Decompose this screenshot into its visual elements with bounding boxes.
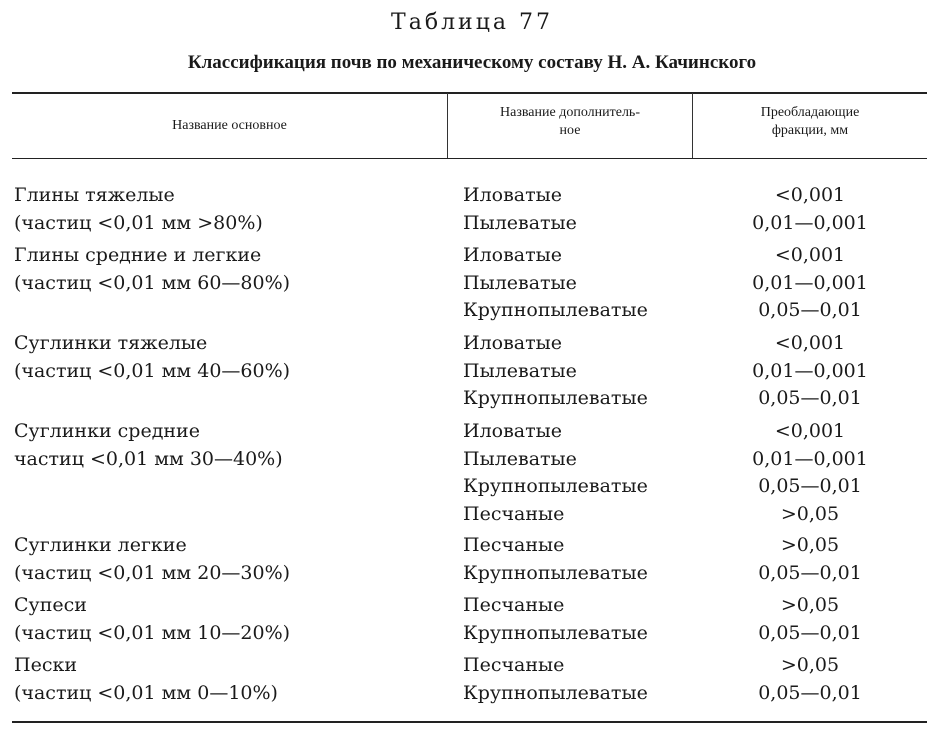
sub-name-cell: Пылеватые <box>463 211 577 234</box>
sub-name-cell: Крупнопылеватые <box>463 621 648 644</box>
main-name-line: (частиц <0,01 мм 10—20%) <box>14 621 291 644</box>
fraction-cell: <0,001 <box>774 332 846 354</box>
sub-name-cell: Иловатые <box>463 332 562 354</box>
main-name-line: (частиц <0,01 мм 60—80%) <box>14 271 291 294</box>
fraction-cell: 0,01—0,001 <box>752 359 868 382</box>
main-name-line: частиц <0,01 мм 30—40%) <box>14 447 283 470</box>
bottom-rule <box>12 721 927 723</box>
sub-name-cell: Пылеватые <box>463 271 577 294</box>
main-name-line: Пески <box>14 654 77 676</box>
sub-name-cell: Иловатые <box>463 420 562 442</box>
sub-name-cell: Крупнопылеватые <box>463 299 648 321</box>
sub-name-cell: Песчаные <box>463 534 565 556</box>
fraction-cell: 0,05—0,01 <box>758 561 862 584</box>
fraction-cell: 0,05—0,01 <box>758 299 862 321</box>
sub-name-cell: Крупнопылеватые <box>463 475 648 497</box>
main-name-line: Суглинки легкие <box>14 534 187 556</box>
fraction-cell: >0,05 <box>780 502 840 525</box>
fraction-cell: >0,05 <box>780 654 840 676</box>
sub-name-cell: Песчаные <box>463 654 565 676</box>
main-name-line: Суглинки средние <box>14 420 200 442</box>
fraction-cell: <0,001 <box>774 184 846 206</box>
fraction-cell: >0,05 <box>780 534 840 556</box>
sub-name-cell: Крупнопылеватые <box>463 387 648 409</box>
fraction-cell: <0,001 <box>774 244 846 266</box>
table-number-label: Таблица 77 <box>391 10 553 35</box>
fraction-cell: 0,05—0,01 <box>758 621 862 644</box>
main-name-line: Глины тяжелые <box>14 184 175 206</box>
table-title: Классификация почв по механическому составу Н. А. Качинского <box>187 52 757 73</box>
sub-name-cell: Пылеватые <box>463 359 577 382</box>
fraction-cell: 0,01—0,001 <box>752 271 868 294</box>
sub-name-cell: Песчаные <box>463 502 565 525</box>
main-name-line: (частиц <0,01 мм >80%) <box>14 211 263 234</box>
main-name-line: (частиц <0,01 мм 0—10%) <box>14 681 278 704</box>
sub-name-cell: Крупнопылеватые <box>463 561 648 584</box>
column-header-fractions: Преобладающие фракции, мм <box>760 105 860 138</box>
header-rule <box>12 158 927 159</box>
fraction-cell: 0,05—0,01 <box>758 475 862 497</box>
main-name-line: (частиц <0,01 мм 40—60%) <box>14 359 291 382</box>
sub-name-cell: Пылеватые <box>463 447 577 470</box>
sub-name-cell: Песчаные <box>463 594 565 616</box>
fraction-cell: >0,05 <box>780 594 840 616</box>
fraction-cell: 0,05—0,01 <box>758 681 862 704</box>
column-header-sub-name: Название дополнитель- ное <box>500 105 640 138</box>
top-rule <box>12 92 927 94</box>
fraction-cell: 0,05—0,01 <box>758 387 862 409</box>
main-name-line: (частиц <0,01 мм 20—30%) <box>14 561 291 584</box>
sub-name-cell: Иловатые <box>463 184 562 206</box>
sub-name-cell: Иловатые <box>463 244 562 266</box>
sub-name-cell: Крупнопылеватые <box>463 681 648 704</box>
fraction-cell: 0,01—0,001 <box>752 447 868 470</box>
fraction-cell: 0,01—0,001 <box>752 211 868 234</box>
column-header-main-name: Название основное <box>172 118 287 133</box>
fraction-cell: <0,001 <box>774 420 846 442</box>
main-name-line: Глины средние и легкие <box>14 244 262 266</box>
main-name-line: Суглинки тяжелые <box>14 332 208 354</box>
main-name-line: Супеси <box>14 594 87 616</box>
